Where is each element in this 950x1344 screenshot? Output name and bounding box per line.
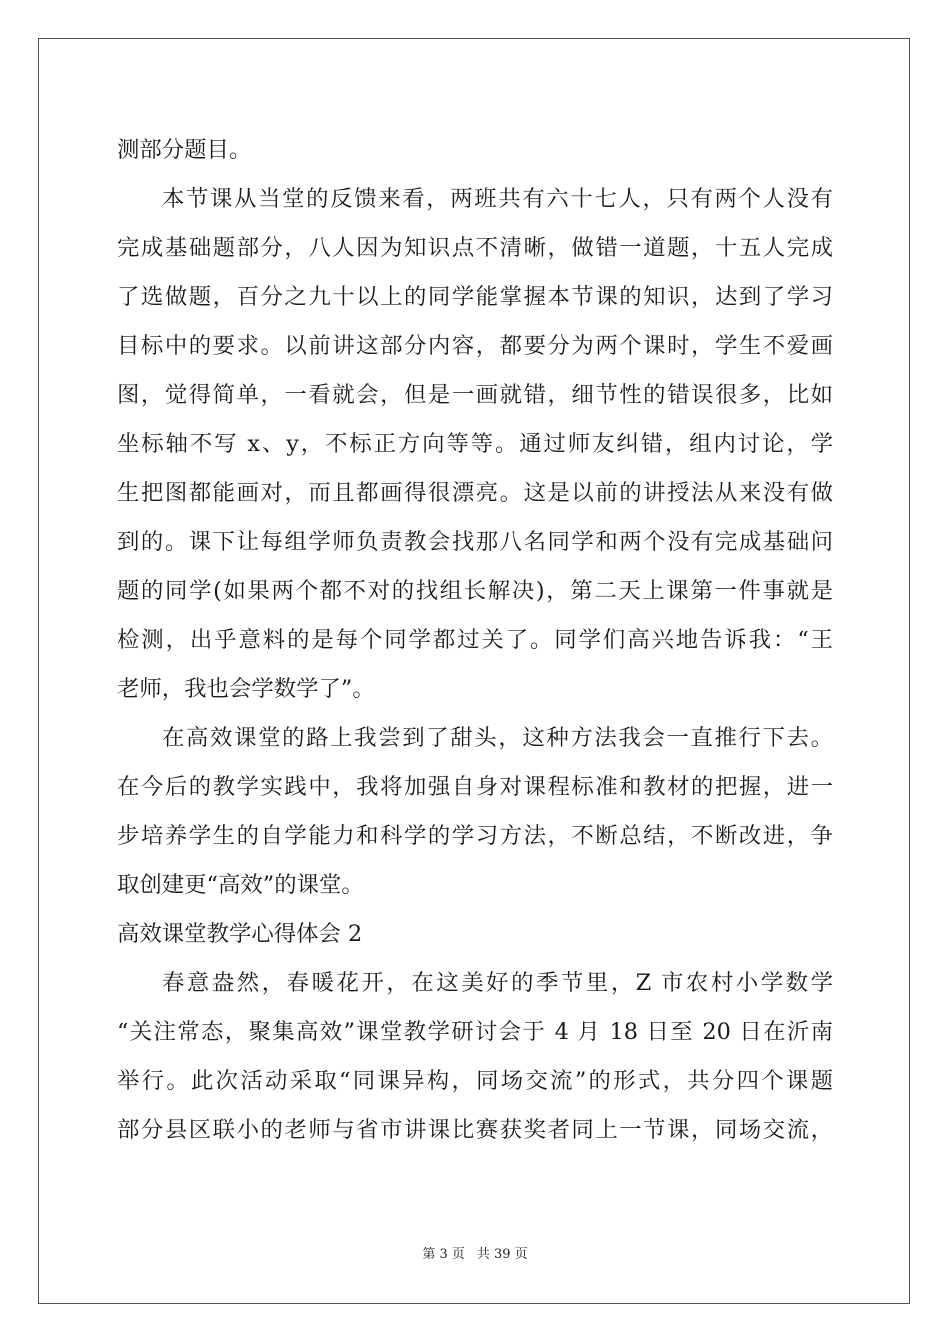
text-line: 步培养学生的自学能力和科学的学习方法，不断总结，不断改进，争 xyxy=(117,823,833,849)
text-line: 了选做题，百分之九十以上的同学能掌握本节课的知识，达到了学习 xyxy=(117,284,833,310)
text-line: 本节课从当堂的反馈来看，两班共有六十七人，只有两个人没有 xyxy=(162,186,833,212)
text-line: 目标中的要求。以前讲这部分内容，都要分为两个课时，学生不爱画 xyxy=(117,333,833,359)
text-line: 在高效课堂的路上我尝到了甜头，这种方法我会一直推行下去。 xyxy=(162,725,833,751)
text-line: 完成基础题部分，八人因为知识点不清晰，做错一道题，十五人完成 xyxy=(117,235,833,261)
text-line: 老师，我也会学数学了”。 xyxy=(117,676,375,702)
text-line: 图，觉得简单，一看就会，但是一画就错，细节性的错误很多，比如 xyxy=(117,382,833,408)
document-body xyxy=(117,126,833,1155)
text-line: 取创建更“高效”的课堂。 xyxy=(117,872,364,898)
section-heading: 高效课堂教学心得体会 2 xyxy=(117,921,363,947)
page-total: 共 39 页 xyxy=(476,1247,528,1262)
text-line: “关注常态，聚集高效”课堂教学研讨会于 4 月 18 日至 20 日在沂南 xyxy=(117,1019,833,1045)
text-line: 测部分题目。 xyxy=(117,137,252,163)
text-line: 检测，出乎意料的是每个同学都过关了。同学们高兴地告诉我：“王 xyxy=(117,627,833,653)
text-line: 举行。此次活动采取“同课异构，同场交流”的形式，共分四个课题 xyxy=(117,1068,833,1094)
text-line: 生把图都能画对，而且都画得很漂亮。这是以前的讲授法从来没有做 xyxy=(117,480,833,506)
text-line: 坐标轴不写 x、y，不标正方向等等。通过师友纠错，组内讨论，学 xyxy=(117,431,833,457)
text-line: 题的同学(如果两个都不对的找组长解决)，第二天上课第一件事就是 xyxy=(117,578,833,604)
text-line: 到的。课下让每组学师负责教会找那八名同学和两个没有完成基础问 xyxy=(117,529,833,555)
text-line: 部分县区联小的老师与省市讲课比赛获奖者同上一节课，同场交流， xyxy=(117,1117,833,1143)
text-line: 在今后的教学实践中，我将加强自身对课程标准和教材的把握，进一 xyxy=(117,774,833,800)
text-line: 春意盎然，春暖花开，在这美好的季节里，Z 市农村小学数学 xyxy=(162,970,833,996)
page-number: 第 3 页 xyxy=(422,1247,465,1262)
page-footer xyxy=(0,1246,950,1264)
